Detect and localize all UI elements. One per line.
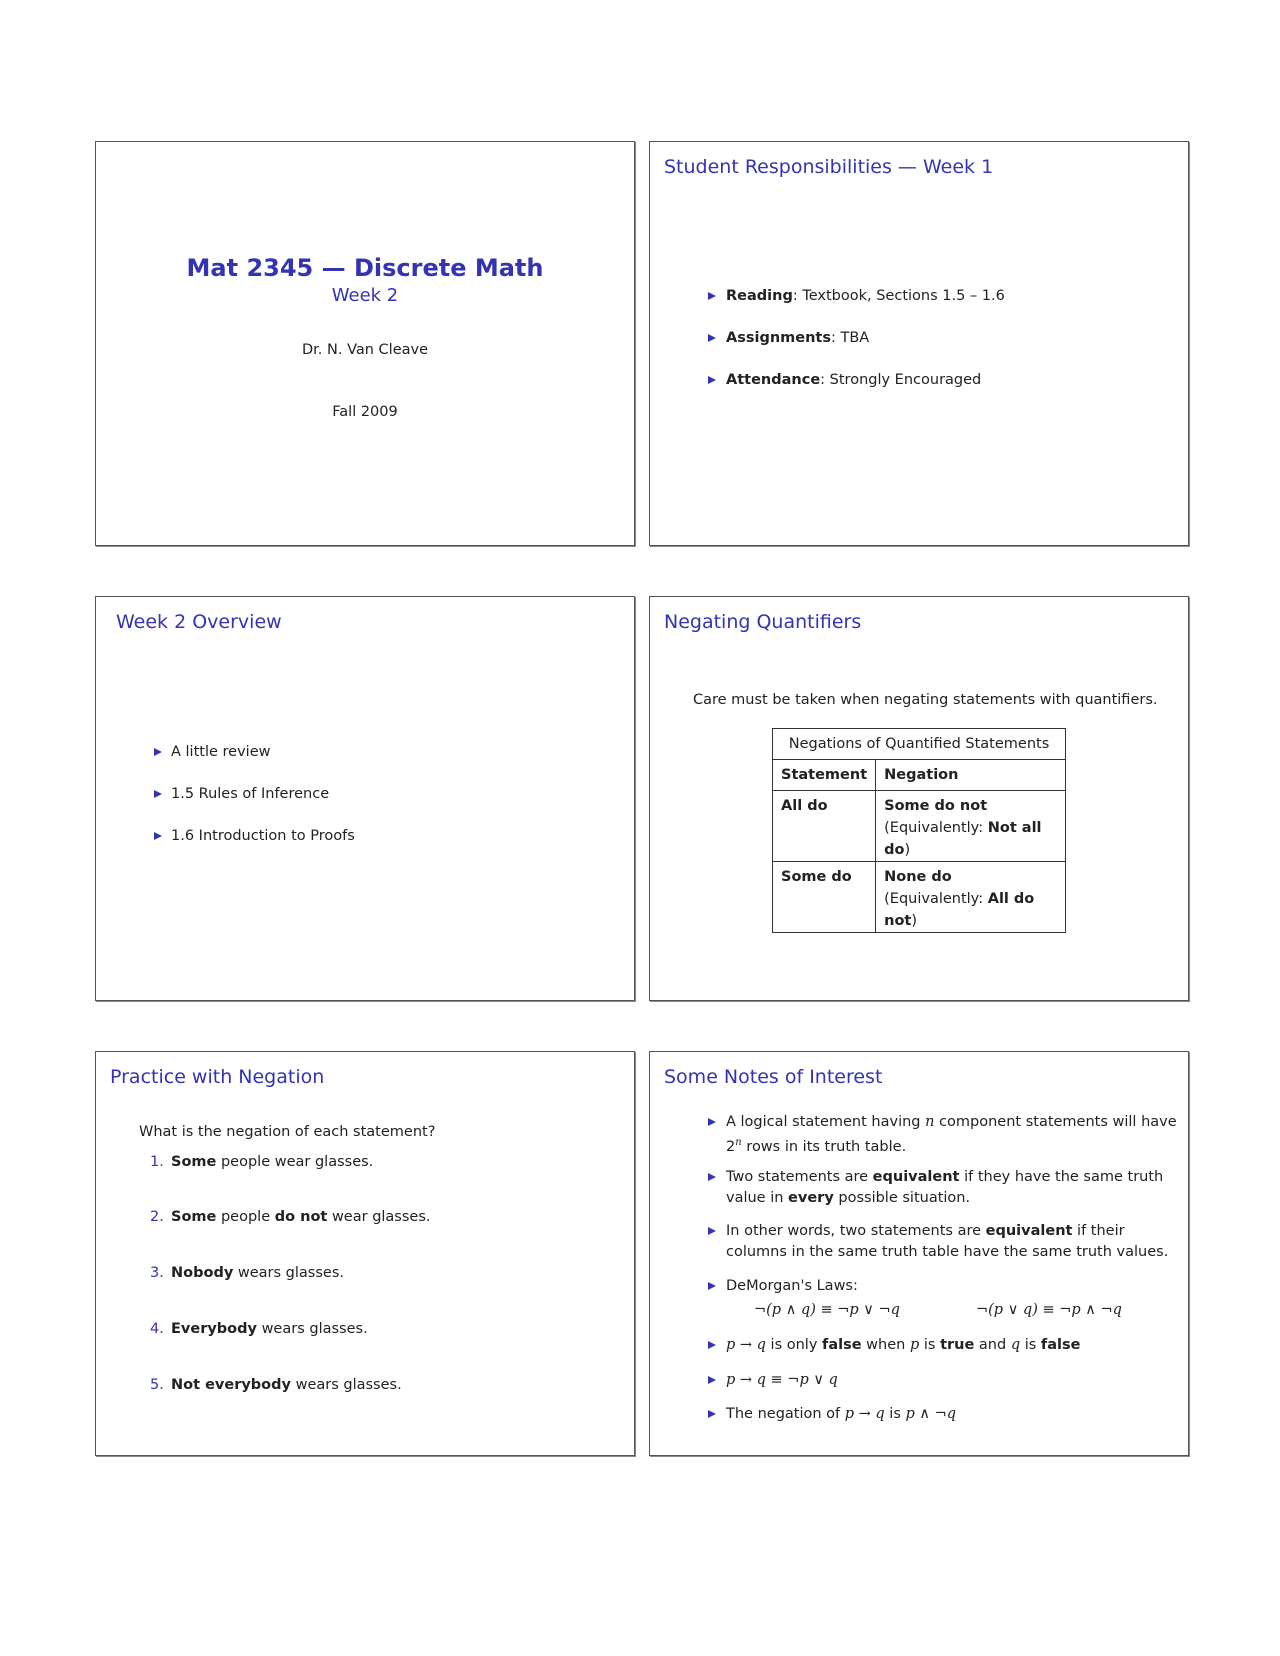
negation-cell xyxy=(876,862,1066,933)
overview-item: A little review xyxy=(171,744,271,760)
text-segment: n xyxy=(735,1136,742,1148)
bullet-text xyxy=(726,1112,1177,1132)
bullet-icon xyxy=(708,376,716,384)
bullet-icon xyxy=(708,1341,716,1349)
bullet-icon xyxy=(708,1282,716,1290)
text-segment: is xyxy=(1020,1337,1041,1353)
text-segment: Some xyxy=(171,1154,217,1170)
text-segment: true xyxy=(940,1337,975,1353)
text-segment: is only xyxy=(765,1337,823,1353)
author: Dr. N. Van Cleave xyxy=(301,342,429,358)
equiv-suffix: ) xyxy=(904,842,911,858)
frame-title: Negating Quantifiers xyxy=(664,611,862,633)
bullet-text xyxy=(726,370,981,390)
slide-practice-negation xyxy=(95,1051,635,1456)
text-segment: DeMorgan's Laws: xyxy=(726,1278,858,1294)
text-segment: people wear glasses. xyxy=(216,1154,374,1170)
text-segment: value in xyxy=(726,1189,789,1206)
text-segment: p → q xyxy=(844,1406,885,1422)
bullet-text xyxy=(726,1404,956,1424)
slide-negating-quantifiers xyxy=(649,596,1189,1001)
text-segment: people xyxy=(216,1209,275,1225)
frame-title: Week 2 Overview xyxy=(116,611,282,633)
text-segment: In other words, two statements are xyxy=(726,1223,986,1239)
bullet-text xyxy=(726,1276,858,1296)
table-row xyxy=(773,791,1066,862)
negation-cell xyxy=(876,791,1066,862)
text-segment: A logical statement having xyxy=(726,1114,926,1130)
text-segment: : Strongly Encouraged xyxy=(820,372,982,388)
text-segment: Two statements are xyxy=(726,1169,873,1185)
text-segment: columns in the same truth table have the same truth values. xyxy=(726,1243,1169,1260)
bullet-text xyxy=(726,1242,1168,1262)
table-caption: Negations of Quantified Statements xyxy=(773,729,1066,760)
intro-text: Care must be taken when negating statements with quantifiers. xyxy=(693,692,1158,708)
bullet-text xyxy=(726,1370,838,1390)
text-segment: when xyxy=(861,1337,910,1353)
frame-title: Student Responsibilities — Week 1 xyxy=(664,156,994,178)
bullet-text xyxy=(171,1152,373,1172)
date: Fall 2009 xyxy=(332,404,398,420)
item-number: 5. xyxy=(150,1377,164,1393)
bullet-text xyxy=(171,1375,402,1395)
table-header: Statement xyxy=(773,760,876,791)
bullet-icon xyxy=(708,1410,716,1418)
text-segment: p xyxy=(909,1337,920,1353)
text-segment: The negation of xyxy=(726,1406,845,1422)
text-segment: wears glasses. xyxy=(256,1321,368,1337)
equiv-prefix: (Equivalently: xyxy=(884,891,988,907)
text-segment: Not everybody xyxy=(171,1377,291,1393)
frame-title: Some Notes of Interest xyxy=(664,1066,883,1088)
text-segment: false xyxy=(822,1337,862,1353)
text-segment: do not xyxy=(274,1209,328,1225)
equiv-suffix: ) xyxy=(911,913,918,929)
statement-cell: All do xyxy=(773,791,876,862)
bullet-icon xyxy=(708,292,716,300)
slide-notes-of-interest xyxy=(649,1051,1189,1456)
item-number: 2. xyxy=(150,1209,164,1225)
text-segment: Attendance xyxy=(726,372,821,388)
bullet-text xyxy=(171,1263,344,1283)
overview-item: 1.5 Rules of Inference xyxy=(171,786,330,802)
demorgan-law-1 xyxy=(754,1300,900,1320)
statement-cell: Some do xyxy=(773,862,876,933)
text-segment: every xyxy=(788,1189,834,1206)
item-number: 4. xyxy=(150,1321,164,1337)
text-segment: is xyxy=(919,1337,941,1353)
question-text: What is the negation of each statement? xyxy=(139,1124,436,1140)
text-segment: wears glasses. xyxy=(290,1377,402,1393)
bullet-text xyxy=(726,286,1005,306)
text-segment: q xyxy=(1010,1337,1021,1353)
text-segment: component statements will have xyxy=(934,1114,1177,1130)
overview-item: 1.6 Introduction to Proofs xyxy=(171,828,355,844)
text-segment: p → q xyxy=(726,1337,766,1353)
slide-title xyxy=(95,141,635,546)
equiv-prefix: (Equivalently: xyxy=(884,820,988,836)
bullet-text xyxy=(171,1207,431,1227)
bullet-icon xyxy=(154,832,162,840)
negation-text: Some do not xyxy=(884,798,988,814)
bullet-icon xyxy=(708,334,716,342)
equiv-bold: All do not xyxy=(884,891,1035,929)
text-segment: : TBA xyxy=(830,330,870,346)
text-segment: p ∧ ¬q xyxy=(905,1406,957,1422)
item-number: 3. xyxy=(150,1265,164,1281)
table-row xyxy=(773,862,1066,933)
bullet-icon xyxy=(154,790,162,798)
text-segment: n xyxy=(925,1114,935,1130)
text-segment: false xyxy=(1040,1337,1081,1353)
bullet-text xyxy=(726,1335,1080,1355)
text-segment: : Textbook, Sections 1.5 – 1.6 xyxy=(792,288,1005,304)
text-segment: and xyxy=(974,1337,1011,1353)
text-segment: is xyxy=(884,1406,906,1422)
presentation-title: Mat 2345 — Discrete Math xyxy=(186,254,544,282)
text-segment: equivalent xyxy=(985,1223,1073,1239)
table-header: Negation xyxy=(876,760,1066,791)
text-segment: Reading xyxy=(726,288,793,304)
presentation-subtitle: Week 2 xyxy=(331,285,399,306)
text-segment: 2 xyxy=(726,1138,736,1155)
bullet-icon xyxy=(708,1118,716,1126)
text-segment: rows in its truth table. xyxy=(741,1138,907,1155)
text-segment: p → q ≡ ¬p ∨ q xyxy=(726,1372,838,1388)
negations-table xyxy=(772,728,1066,933)
text-segment: if their xyxy=(1072,1223,1125,1239)
bullet-icon xyxy=(154,748,162,756)
formula: ¬(p ∨ q) ≡ ¬p ∧ ¬q xyxy=(976,1302,1122,1318)
text-segment: Assignments xyxy=(726,330,831,346)
bullet-icon xyxy=(708,1227,716,1235)
slide-student-responsibilities xyxy=(649,141,1189,546)
bullet-text xyxy=(726,1133,906,1157)
text-segment: wear glasses. xyxy=(327,1209,431,1225)
frame-title: Practice with Negation xyxy=(110,1066,325,1088)
negation-text: None do xyxy=(884,869,952,885)
bullet-icon xyxy=(708,1173,716,1181)
text-segment: Everybody xyxy=(171,1321,257,1337)
text-segment: Some xyxy=(171,1209,217,1225)
equiv-bold: Not all do xyxy=(884,820,1042,858)
text-segment: equivalent xyxy=(872,1169,960,1185)
bullet-text xyxy=(726,1188,970,1208)
bullet-text xyxy=(726,328,869,348)
item-number: 1. xyxy=(150,1154,164,1170)
bullet-text xyxy=(171,1319,368,1339)
text-segment: Nobody xyxy=(171,1265,234,1281)
bullet-text xyxy=(726,1167,1163,1187)
bullet-icon xyxy=(708,1376,716,1384)
demorgan-law-2 xyxy=(976,1300,1122,1320)
slide-week-overview xyxy=(95,596,635,1001)
text-segment: possible situation. xyxy=(833,1189,971,1206)
bullet-text xyxy=(726,1221,1125,1241)
text-segment: if they have the same truth xyxy=(959,1169,1164,1185)
formula: ¬(p ∧ q) ≡ ¬p ∨ ¬q xyxy=(754,1302,900,1318)
text-segment: wears glasses. xyxy=(233,1265,344,1281)
